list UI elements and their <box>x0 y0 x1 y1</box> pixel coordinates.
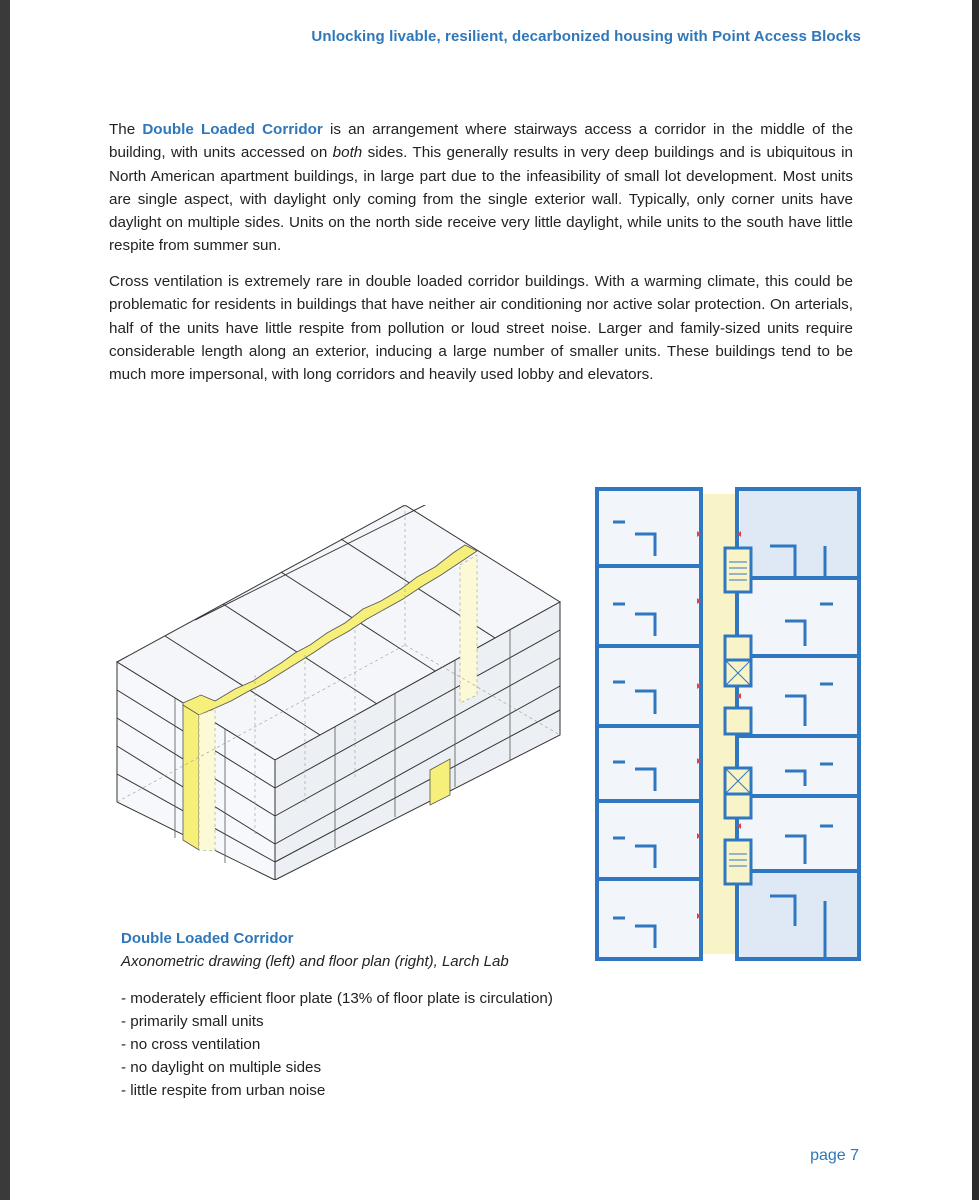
paragraph-cross-ventilation: Cross ventilation is extremely rare in double loaded corridor buildings. With a warming climate, this could be problematic for residents in buildings that have neither air conditioning nor active solar protection. On arterials, half of the units have little respite from pollution or loud street noise. Larger and family-sized units require considerable length along an exterior, inducing a large number of smaller units. These buildings tend to be much more impersonal, with long corridors and heavily used lobby and elevators. <box>109 273 853 384</box>
para-text-2: sides. This generally results in very deep buildings and is ubiquitous in North American apartment buildings, in large part due to the infeasibility of small lot development. Most units are single aspect, with daylight only coming from the single exterior wall. Typically, only corner units have daylight on multiple sides. Units on the north side receive very little daylight, while units to the south have little respite from summer sun. <box>109 144 853 255</box>
viewer-scrollbar-strip <box>972 0 979 1200</box>
figure-caption-title: Double Loaded Corridor <box>121 930 294 947</box>
page-number: page 7 <box>810 1147 859 1164</box>
list-item: - little respite from urban noise <box>121 1082 326 1099</box>
list-item: - no cross ventilation <box>121 1036 261 1053</box>
figure-caption-subtitle: Axonometric drawing (left) and floor plan (right), Larch Lab <box>121 953 509 970</box>
floor-plan <box>585 486 863 964</box>
para-lead: The <box>109 121 143 138</box>
para-text-1: is an arrangement where stairways access a corridor in the middle of the building, with units accessed on <box>109 121 854 162</box>
paragraph-double-loaded-corridor <box>109 118 853 258</box>
running-header: Unlocking livable, resilient, decarbonized housing with Point Access Blocks <box>311 28 861 45</box>
list-item: - primarily small units <box>121 1013 264 1030</box>
feature-list <box>121 987 553 1102</box>
highlight-term: Double Loaded Corridor <box>142 121 323 138</box>
axonometric-drawing <box>105 505 565 880</box>
list-item: - no daylight on multiple sides <box>121 1059 322 1076</box>
list-item: - moderately efficient floor plate (13% of floor plate is circulation) <box>121 990 553 1007</box>
emphasis-word: both <box>332 144 363 162</box>
